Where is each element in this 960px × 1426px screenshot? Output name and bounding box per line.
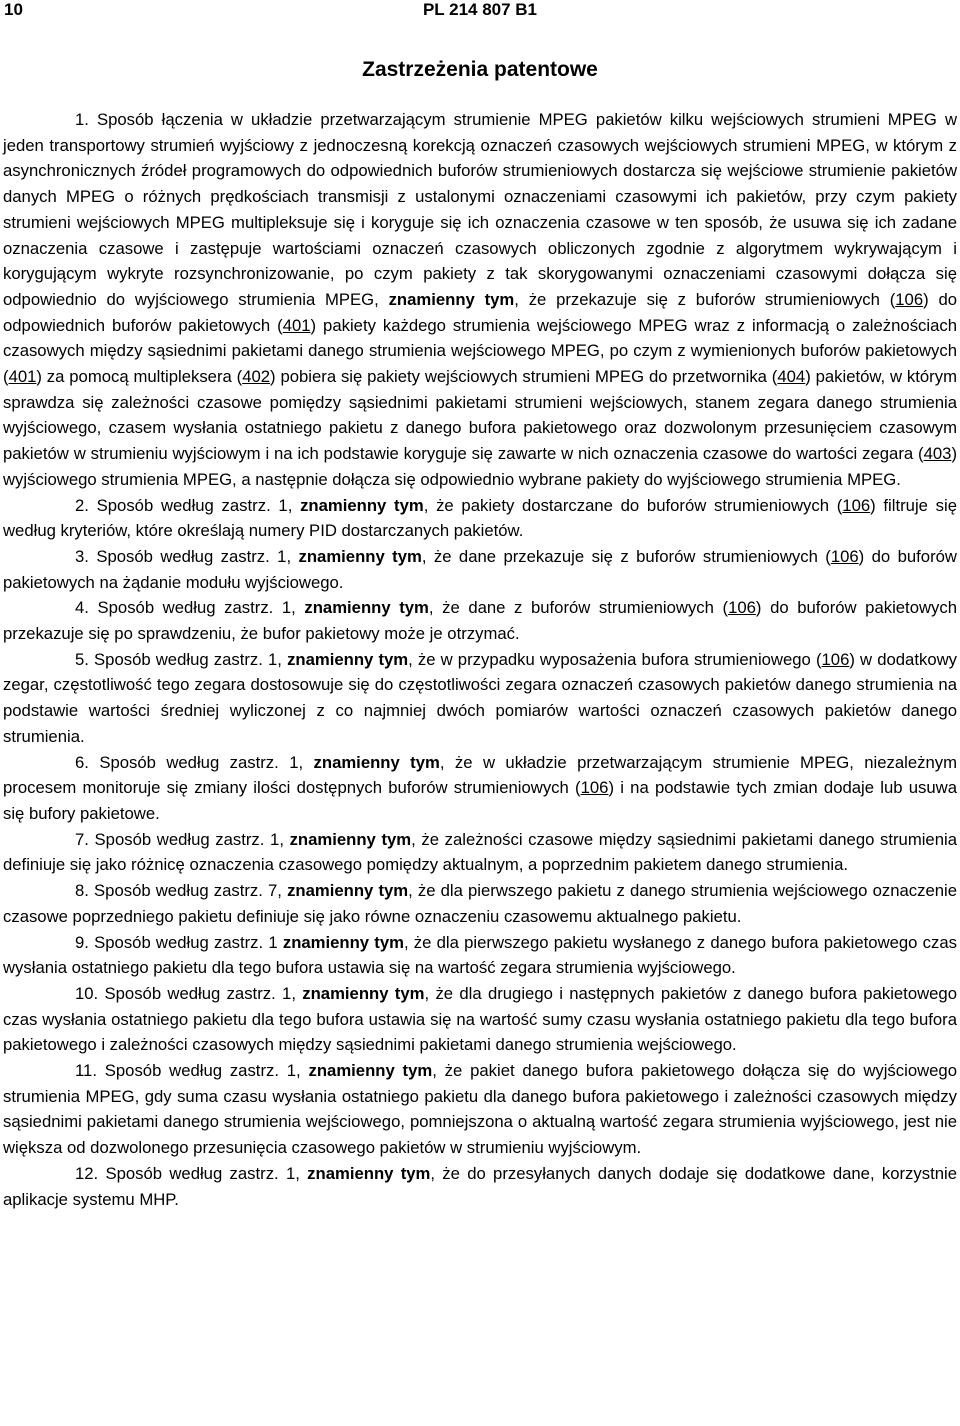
claim-keyword: znamienny tym: [313, 752, 440, 772]
claim-text: 1. Sposób łączenia w układzie przetwarzającym strumienie MPEG pakietów kilku wejściowych strumieni MPEG w jeden transportowy strumień wyjściowy z jednoczesną korekcją oznaczeń czasowych wejściowych strumieni MPEG, w którym z asynchronicznych źródeł programowych do odpowiednich buforów strumieniowych dostarcza się wejściowe strumienie pakietów danych MPEG o różnych prędkościach transmisji z ustalonymi oznaczeniami czasowymi ich pakietów, przy czym pakiety strumieni wejściowych MPEG multipleksuje się i koryguje się ich oznaczenia czasowe w ten sposób, że usuwa się ich zadane oznaczenia czasowe i zastępuje wartościami oznaczeń czasowych obliczonych zgodnie z algorytmem wykrywającym i korygującym wykryte rozsynchronizowanie, po czym pakiety z tak skorygowanymi oznaczeniami czasowymi dołącza się odpowiednio do wyjściowego strumienia MPEG,: [3, 110, 957, 309]
claim-text: 6. Sposób według zastrz. 1,: [75, 752, 314, 772]
reference-numeral: 106: [728, 598, 756, 618]
claim-text: 5. Sposób według zastrz. 1,: [75, 649, 288, 669]
claim-2: [3, 493, 957, 544]
claim-keyword: znamienny tym: [282, 932, 404, 952]
reference-numeral: 106: [842, 495, 871, 515]
claim-text: , że dla pierwszego pakietu z danego strumienia wejściowego oznaczenie czasowe poprzedniego pakietu definiuje się jako równe oznaczeniu czasowemu aktualnego pakietu.: [3, 881, 958, 926]
reference-numeral: 404: [777, 367, 806, 387]
claim-text: , że dla drugiego i następnych pakietów z danego bufora pakietowego czas wysłania ostatniego pakietu dla tego bufora ustawia się na wartość sumy czasu wysłania ostatniego pakietu dla tego bufora pakietowego i zależności czasowych między sąsiednimi pakietami danego strumienia wejściowego.: [3, 983, 957, 1055]
claim-text: ) do buforów pakietowych na żądanie modułu wyjściowego.: [3, 546, 957, 592]
claim-text: , że dane przekazuje się z buforów strumieniowych (: [421, 546, 831, 566]
claim-text: ) do odpowiednich buforów pakietowych (: [3, 289, 958, 335]
claim-text: 3. Sposób według zastrz. 1,: [75, 546, 299, 566]
claim-keyword: znamienny tym: [304, 598, 429, 618]
claim-keyword: znamienny tym: [300, 495, 424, 515]
claim-text: , że dane z buforów strumieniowych (: [428, 598, 729, 618]
reference-numeral: 106: [580, 778, 609, 798]
claim-1: [3, 107, 957, 493]
claim-5: [3, 647, 957, 750]
claim-text: , że pakiety dostarczane do buforów strumieniowych (: [423, 495, 843, 515]
claim-text: ) za pomocą multipleksera (: [36, 367, 243, 387]
claim-text: ) do buforów pakietowych przekazuje się po sprawdzeniu, że bufor pakietowy może je otrzymać.: [3, 598, 957, 644]
claim-6: [3, 750, 957, 827]
claim-7: [3, 827, 957, 878]
claim-text: , że pakiet danego bufora pakietowego dołącza się do wyjściowego strumienia MPEG, gdy suma czasu wysłania ostatniego pakietu dla danego bufora pakietowego i zależności czasowych między sąsiednimi pakietami danego strumienia wejściowego, pomniejszona o aktualną wartość zegara strumienia wyjściowego, jest nie większa od dozwolonego przesunięcia czasowego pakietów w strumieniu wyjściowym.: [3, 1061, 957, 1158]
claim-text: ) pobiera się pakiety wejściowych strumieni MPEG do przetwornika (: [270, 367, 778, 387]
claim-text: ) i na podstawie tych zmian dodaje lub usuwa się bufory pakietowe.: [3, 778, 957, 823]
claim-text: 12. Sposób według zastrz. 1,: [75, 1163, 308, 1183]
claim-text: ) pakiety każdego strumienia wejściowego MPEG wraz z informacją o zależnościach czasowych między sąsiednimi pakietami danego strumienia wejściowego MPEG, po czym z wymienionych buforów pakietowych (: [3, 315, 957, 387]
claims-list: [3, 107, 957, 1212]
reference-numeral: 402: [242, 367, 271, 387]
reference-numeral: 106: [821, 649, 850, 669]
claim-text: , że przekazuje się z buforów strumieniowych (: [514, 289, 896, 309]
claim-keyword: znamienny tym: [287, 881, 409, 901]
claim-text: , że w przypadku wyposażenia bufora strumieniowego (: [408, 649, 822, 669]
section-title: Zastrzeżenia patentowe: [362, 58, 598, 81]
claim-text: 4. Sposób według zastrz. 1,: [75, 598, 305, 618]
claim-text: 11. Sposób według zastrz. 1,: [75, 1061, 309, 1081]
claim-text: 7. Sposób według zastrz. 1,: [75, 829, 290, 849]
claim-text: , że w układzie przetwarzającym strumienie MPEG, niezależnym procesem monitoruje się zmiany ilości dostępnych buforów strumieniowych (: [3, 752, 958, 798]
claim-text: ) filtruje się według kryteriów, które określają numery PID dostarczanych pakietów.: [3, 495, 957, 541]
claim-keyword: znamienny tym: [302, 983, 425, 1003]
reference-numeral: 403: [923, 444, 952, 464]
claim-text: , że zależności czasowe między sąsiednimi pakietami danego strumienia definiuje się jako różnicę oznaczenia czasowego pomiędzy aktualnym, a poprzednim pakietem danego strumienia.: [3, 829, 957, 875]
claim-8: [3, 878, 957, 929]
claim-keyword: znamienny tym: [307, 1163, 431, 1183]
document-id: PL 214 807 B1: [422, 0, 538, 19]
claim-text: 9. Sposób według zastrz. 1: [75, 932, 283, 952]
reference-numeral: 106: [895, 289, 924, 309]
claim-text: ) pakietów, w którym sprawdza się zależności czasowe pomiędzy sąsiednimi pakietami strumieni wejściowych, stanem zegara danego strumienia wyjściowego, czasem wysłania ostatniego pakietu z danego bufora pakietowego oraz dozwolonym przesunięciem czasowym pakietów w strumieniu wyjściowym i na ich podstawie koryguje się zawarte w nich oznaczenia czasowe do wartości zegara (: [3, 367, 957, 464]
claim-text: , że do przesyłanych danych dodaje się dodatkowe dane, korzystnie aplikacje systemu MHP.: [3, 1163, 957, 1209]
claim-text: 2. Sposób według zastrz. 1,: [75, 495, 301, 515]
claim-keyword: znamienny tym: [308, 1061, 433, 1081]
claim-keyword: znamienny tym: [298, 546, 422, 566]
page-number: 10: [4, 0, 23, 19]
claim-3: [3, 544, 957, 595]
claim-10: [3, 981, 957, 1058]
claim-text: 10. Sposób według zastrz. 1,: [75, 983, 303, 1003]
claim-9: [3, 930, 957, 981]
claim-12: [3, 1161, 957, 1212]
reference-numeral: 401: [282, 315, 311, 335]
claim-text: 8. Sposób według zastrz. 7,: [75, 881, 288, 901]
claim-11: [3, 1058, 957, 1161]
claim-text: , że dla pierwszego pakietu wysłanego z danego bufora pakietowego czas wysłania ostatniego pakietu dla tego bufora ustawia się na wartość zegara strumienia wyjściowego.: [3, 932, 957, 978]
claim-4: [3, 595, 957, 646]
claim-text: ) wyjściowego strumienia MPEG, a następnie dołącza się odpowiednio wybrane pakiety do wyjściowego strumienia MPEG.: [3, 444, 957, 489]
reference-numeral: 106: [830, 546, 859, 566]
reference-numeral: 401: [8, 367, 37, 387]
claim-keyword: znamienny tym: [388, 289, 515, 309]
claim-keyword: znamienny tym: [287, 649, 409, 669]
claim-text: ) w dodatkowy zegar, częstotliwość tego zegara dostosowuje się do częstotliwości zegara oznaczeń czasowych pakietów danego strumienia na podstawie wartości średniej wyliczonej z co najmniej dwóch pomiarów wartości oznaczeń czasowych pakietów danego strumienia.: [3, 649, 957, 746]
claim-keyword: znamienny tym: [289, 829, 412, 849]
